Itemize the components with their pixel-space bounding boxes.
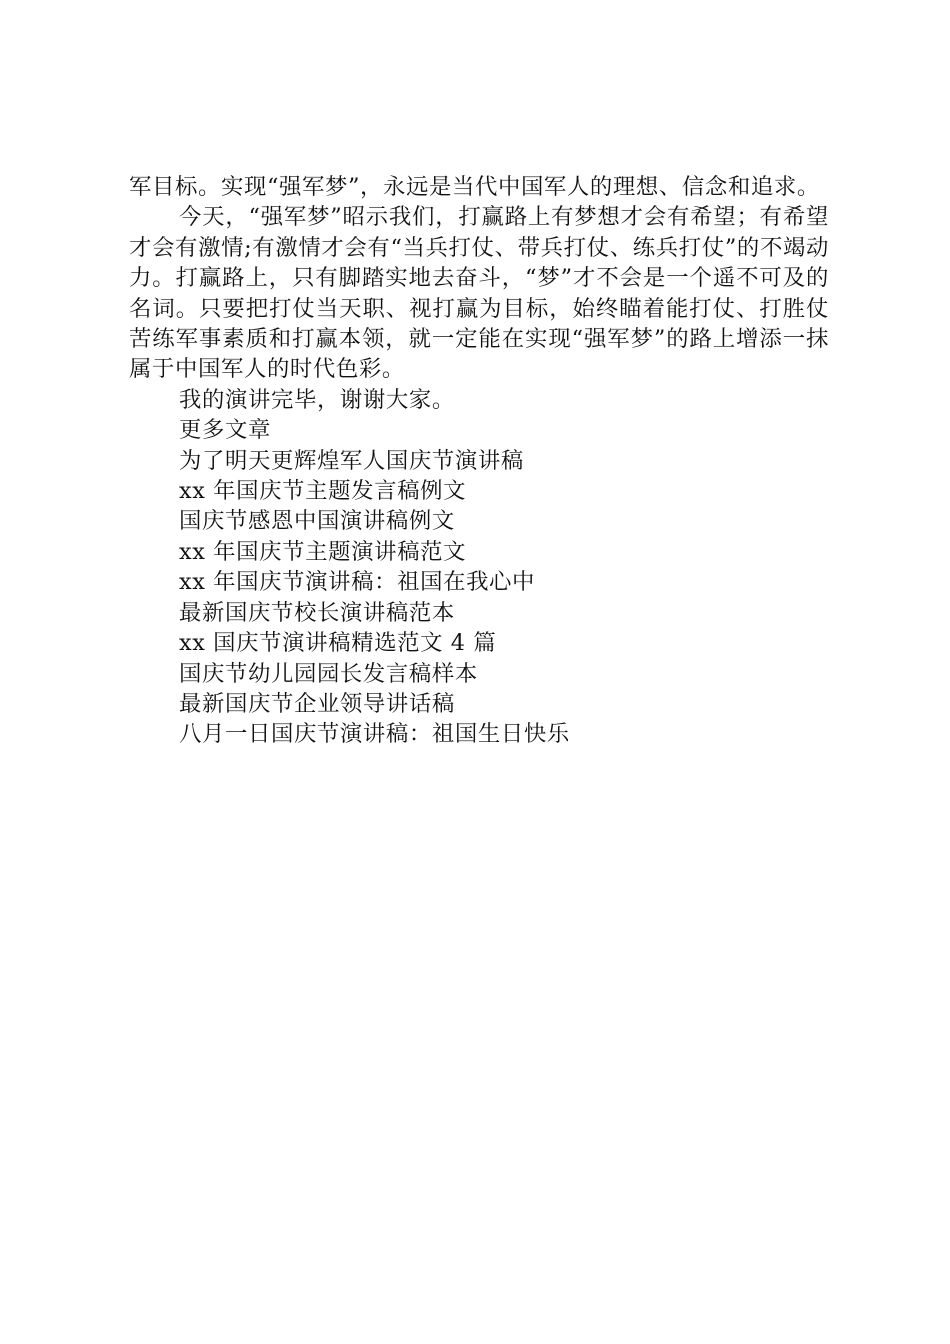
paragraph-continuation: 军目标。实现“强军梦”，永远是当代中国军人的理想、信念和追求。	[129, 174, 820, 200]
list-item	[179, 506, 829, 536]
list-item	[179, 537, 829, 567]
article-link[interactable]: 国庆节感恩中国演讲稿例文	[179, 508, 455, 535]
article-link[interactable]: 最新国庆节校长演讲稿范本	[179, 599, 455, 626]
article-link[interactable]: xx 年国庆节主题发言稿例文	[179, 478, 467, 505]
article-link[interactable]: 八月一日国庆节演讲稿：祖国生日快乐	[179, 721, 570, 748]
list-item	[179, 689, 829, 719]
list-item	[179, 628, 829, 658]
article-link[interactable]: xx 年国庆节主题演讲稿范文	[179, 538, 467, 565]
article-link[interactable]: 为了明天更辉煌军人国庆节演讲稿	[179, 447, 524, 474]
list-item	[179, 567, 829, 597]
article-link[interactable]: xx 年国庆节演讲稿：祖国在我心中	[179, 569, 536, 596]
list-item	[179, 446, 829, 476]
more-articles-list	[129, 446, 829, 750]
document-body	[129, 172, 829, 750]
paragraph-closing: 我的演讲完毕，谢谢大家。	[179, 386, 455, 413]
article-link[interactable]: 国庆节幼儿园园长发言稿样本	[179, 660, 478, 687]
list-item	[179, 598, 829, 628]
list-item	[179, 476, 829, 506]
list-item	[179, 659, 829, 689]
more-articles-heading: 更多文章	[179, 417, 271, 444]
paragraph-strong-army-dream: 今天，“强军梦”昭示我们，打赢路上有梦想才会有希望；有希望才会有激情;有激情才会有“当兵打仗、带兵打仗、练兵打仗”的不竭动力。打赢路上，只有脚踏实地去奋斗，“梦”才不会是一个遥不可及的名词。只要把打仗当天职、视打赢为目标，始终瞄着能打仗、打胜仗苦练军事素质和打赢本领，就一定能在实现“强军梦”的路上增添一抹属于中国军人的时代色彩。	[129, 204, 829, 383]
article-link[interactable]: 最新国庆节企业领导讲话稿	[179, 690, 455, 717]
article-link[interactable]: xx 国庆节演讲稿精选范文 4 篇	[179, 630, 497, 657]
list-item	[179, 719, 829, 749]
